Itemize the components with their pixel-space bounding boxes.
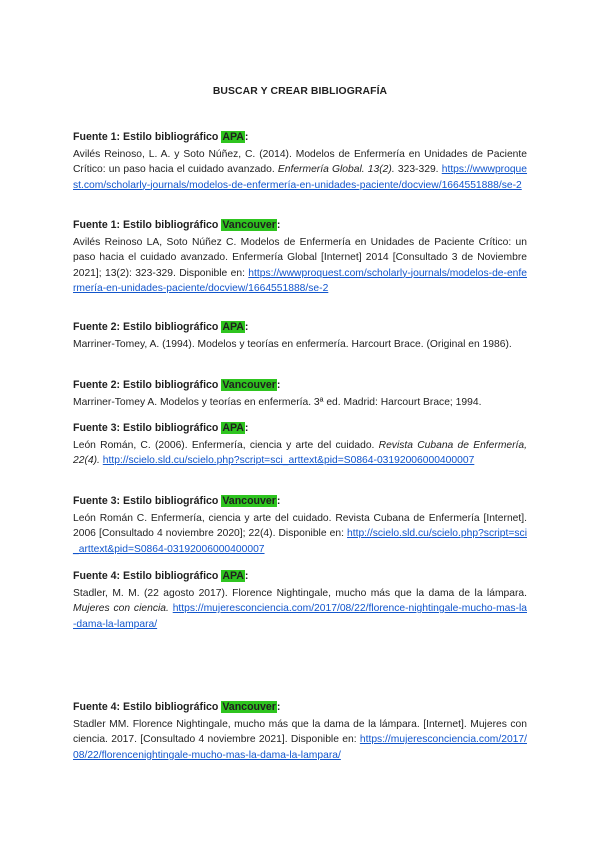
style-highlight: APA (222, 131, 244, 143)
bibliography-entry (73, 700, 527, 763)
style-highlight: Vancouver (222, 219, 276, 231)
style-highlight: Vancouver (222, 701, 276, 713)
entry-heading: Fuente 4: Estilo bibliográfico Vancouver: (73, 701, 281, 713)
bibliography-entry (73, 130, 527, 193)
entry-citation: Marriner-Tomey A. Modelos y teorías en enfermería. 3ª ed. Madrid: Harcourt Brace; 1994. (73, 396, 482, 408)
entry-citation: Stadler, M. M. (22 agosto 2017). Florence Nightingale, mucho más que la dama de la lámpara. Mujeres con ciencia. https://mujeresconciencia.com/2017/08/22/florence-nightingale-mucho-mas-la-dama-la-lampara/ (73, 587, 527, 630)
bibliography-entry (73, 320, 527, 352)
document-title: BUSCAR Y CREAR BIBLIOGRAFÍA (212, 86, 388, 97)
style-highlight: APA (222, 422, 244, 434)
entry-citation: Stadler MM. Florence Nightingale, mucho más que la dama de la lámpara. [Internet]. Mujeres con ciencia. 2017. [Consultado 4 noviembre 2021]. Disponible en: https://mujeresconciencia.com/2017/08/22/florencenightingale-mucho-mas-la-dama-la-lampara/ (73, 718, 527, 761)
style-highlight: Vancouver (222, 495, 276, 507)
entry-citation: León Román, C. (2006). Enfermería, ciencia y arte del cuidado. Revista Cubana de Enfermería, 22(4). http://scielo.sld.cu/scielo.php?script=sci_arttext&pid=S0864-03192006000400007 (73, 439, 527, 467)
style-highlight: Vancouver (222, 379, 276, 391)
entry-heading: Fuente 1: Estilo bibliográfico APA: (73, 131, 249, 143)
style-highlight: APA (222, 321, 244, 333)
bibliography-entry (73, 569, 527, 632)
entry-heading: Fuente 2: Estilo bibliográfico Vancouver: (73, 379, 281, 391)
bibliography-entry (73, 494, 527, 557)
bibliography-entry (73, 378, 527, 410)
entry-heading: Fuente 3: Estilo bibliográfico Vancouver: (73, 495, 281, 507)
entry-citation: Avilés Reinoso LA, Soto Núñez C. Modelos de Enfermería en Unidades de Paciente Crítico: un paso hacia el cuidado avanzado. Enfermería Global [Internet] 2014 [Consultado 3 de Noviembre 2021]; 13(2): 323-329. Disponible en: https://wwwproquest.com/scholarly-journals/modelos-de-enfermería-en-unidades-paciente/docview/1664551888/se-2 (73, 236, 527, 295)
entry-citation: Avilés Reinoso, L. A. y Soto Núñez, C. (2014). Modelos de Enfermería en Unidades de Paciente Crítico: un paso hacia el cuidado avanzado. Enfermería Global. 13(2). 323-329. https://wwwproquest.com/scholarly-journals/modelos-de-enfermería-en-unidades-paciente/docview/1664551888/se-2 (73, 148, 528, 191)
entry-citation: León Román C. Enfermería, ciencia y arte del cuidado. Revista Cubana de Enfermería [Internet]. 2006 [Consultado 4 noviembre 2020]; 22(4). Disponible en: http://scielo.sld.cu/scielo.php?script=sci_arttext&pid=S0864-03192006000400007 (73, 512, 527, 555)
citation-link[interactable]: http://scielo.sld.cu/scielo.php?script=sci_arttext&pid=S0864-03192006000400007 (73, 528, 527, 555)
style-highlight: APA (222, 570, 244, 582)
entry-citation: Marriner-Tomey, A. (1994). Modelos y teorías en enfermería. Harcourt Brace. (Original en 1986). (73, 338, 512, 350)
citation-link[interactable]: https://wwwproquest.com/scholarly-journals/modelos-de-enfermería-en-unidades-paciente/docview/1664551888/se-2 (73, 267, 527, 295)
citation-link[interactable]: https://mujeresconciencia.com/2017/08/22/florencenightingale-mucho-mas-la-dama-la-lampara/ (73, 734, 527, 761)
bibliography-entry (73, 218, 527, 297)
entry-heading: Fuente 2: Estilo bibliográfico APA: (73, 321, 249, 333)
citation-link[interactable]: https://wwwproquest.com/scholarly-journals/modelos-de-enfermería-en-unidades-paciente/docview/1664551888/se-2 (73, 164, 528, 191)
entry-heading: Fuente 3: Estilo bibliográfico APA: (73, 422, 249, 434)
entry-heading: Fuente 4: Estilo bibliográfico APA: (73, 570, 249, 582)
bibliography-entry (73, 421, 527, 469)
citation-link[interactable]: https://mujeresconciencia.com/2017/08/22/florence-nightingale-mucho-mas-la-dama-la-lampara/ (73, 603, 527, 630)
entry-heading: Fuente 1: Estilo bibliográfico Vancouver: (73, 219, 281, 231)
citation-link[interactable]: http://scielo.sld.cu/scielo.php?script=sci_arttext&pid=S0864-03192006000400007 (102, 455, 475, 467)
